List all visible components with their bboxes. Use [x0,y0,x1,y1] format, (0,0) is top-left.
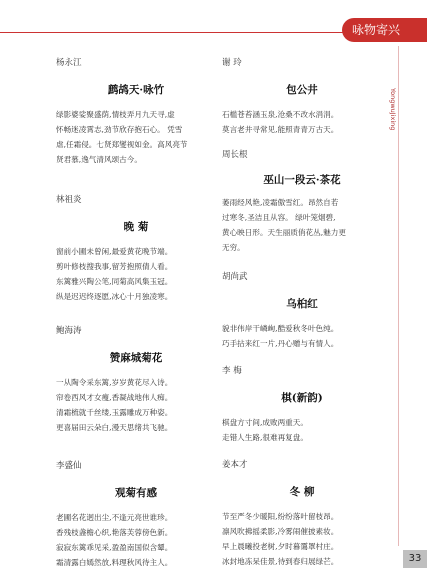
poem-author: 杨永江 [56,58,82,68]
section-tab: 咏物寄兴 [342,18,427,42]
poem-line: 凛风吹拂摇柔影,冷雾闹催披素妆。 [222,527,339,536]
poem-line: 纵是迟迟终逐愿,冰心十月独凌寒。 [56,292,173,301]
poem-title: 晚 菊 [123,221,149,233]
poem-line: 更喜届田云朵白,漫天思绪共飞驰。 [56,423,173,432]
poem-line: 走错人生路,很难再复盘。 [222,433,308,442]
poem-title: 包公井 [286,84,318,96]
poem [222,56,382,148]
poem-line: 贤君慕,逸气清风颂古今。 [56,155,142,164]
poem-line: 貌非伟岸干嶙峋,酷爱秋冬叶色纯。 [222,324,339,333]
poem-author: 林祖炎 [56,195,82,205]
poem-line: 老圃名花迥出尘,不逢元亮世谁珍。 [56,513,173,522]
poem-title: 观菊有感 [115,487,157,499]
right-column [222,48,382,569]
poem-line: 帘卷西风才女瘦,香凝战地伟人痴。 [56,393,173,402]
poem-title: 鹧鸪天·咏竹 [107,84,165,96]
poem-line: 霜清露白嫣然放,料理秋风待主人。 [56,558,173,567]
poem-line: 香残枝盏檐心织,艳落芙蓉傍色新。 [56,528,173,537]
poem-line: 虐,任霜侵。七贤郑燮视如金。高风亮节 [56,140,188,149]
poem-title: 赞麻城菊花 [109,352,163,364]
poem-line: 黄心映日形。天生丽质俏花丛,魅力更 [222,228,346,237]
poem-line: 东篱雅兴陶公笔,同菊高风集玉冠。 [56,277,173,286]
poem-line: 节至严冬少暖阳,纷纷落叶留枝昂。 [222,512,339,521]
poem-line: 怀畅迷凌霄志,劲节欣存抱石心。 凭雪 [56,125,183,134]
poem-line: 冰封地冻呆佳景,待到春归展绿芒。 [222,557,339,566]
page-number: 33 [403,550,427,568]
poem [222,270,382,358]
poem-author: 周长根 [222,150,248,160]
poem-author: 李盛仙 [56,461,82,471]
left-column [56,48,216,570]
poem [222,148,382,266]
poem-line: 巧手拈来红一片,丹心赠与有情人。 [222,339,339,348]
poem-author: 胡尚武 [222,272,248,282]
poem-line: 清霜梳就千丝缕,玉露雕成万种姿。 [56,408,173,417]
poem-author: 鲍海涛 [56,326,82,336]
poem-line: 石槛苍苔涵玉泉,沧桑不改水涓涓。 [222,110,339,119]
poem-line: 无穷。 [222,243,245,252]
poem-title: 巫山一段云·茶花 [263,174,341,186]
poem-line: 剪叶修枝搜我事,留芳抱照倩人看。 [56,262,173,271]
section-vertical-label: YongwuJixing [389,88,397,131]
poem-title: 乌桕红 [286,298,318,310]
poem [56,324,216,449]
poem [56,193,216,318]
poem-line: 一从陶令采东篱,岁岁黄花尽入诗。 [56,378,173,387]
poem-line: 绿影婆娑聚盛荫,情枝弄月九天寻,虚 [56,110,175,119]
header-line [0,32,355,33]
poem [56,56,216,181]
poem-line: 萎雨经风艳,凌霜傲雪红。昂然自若 [222,198,339,207]
side-rule [398,46,399,546]
poem-line: 寂寂东篱乖见采,盈盈南国似含颦。 [56,543,173,552]
poem-line: 莫言老井寻常见,能照青青万古天。 [222,125,339,134]
poem-title: 棋(新韵) [281,392,323,404]
poem [222,364,382,450]
poem-author: 谢 玲 [222,58,242,68]
poem-line: 窗前小圃未曾闲,最爱黄花晚节端。 [56,247,173,256]
poem-title: 冬 柳 [289,486,315,498]
poem [56,459,216,570]
poem [222,458,382,569]
poem-line: 过寒冬,圣洁且从容。 绿叶笼烟碧, [222,213,336,222]
poem-author: 姜本才 [222,460,248,470]
poem-line: 早上晨曦投老树,夕时暮霭罩村庄。 [222,542,339,551]
poem-line: 棋盘方寸间,成败两重天。 [222,418,308,427]
poem-author: 李 梅 [222,366,242,376]
